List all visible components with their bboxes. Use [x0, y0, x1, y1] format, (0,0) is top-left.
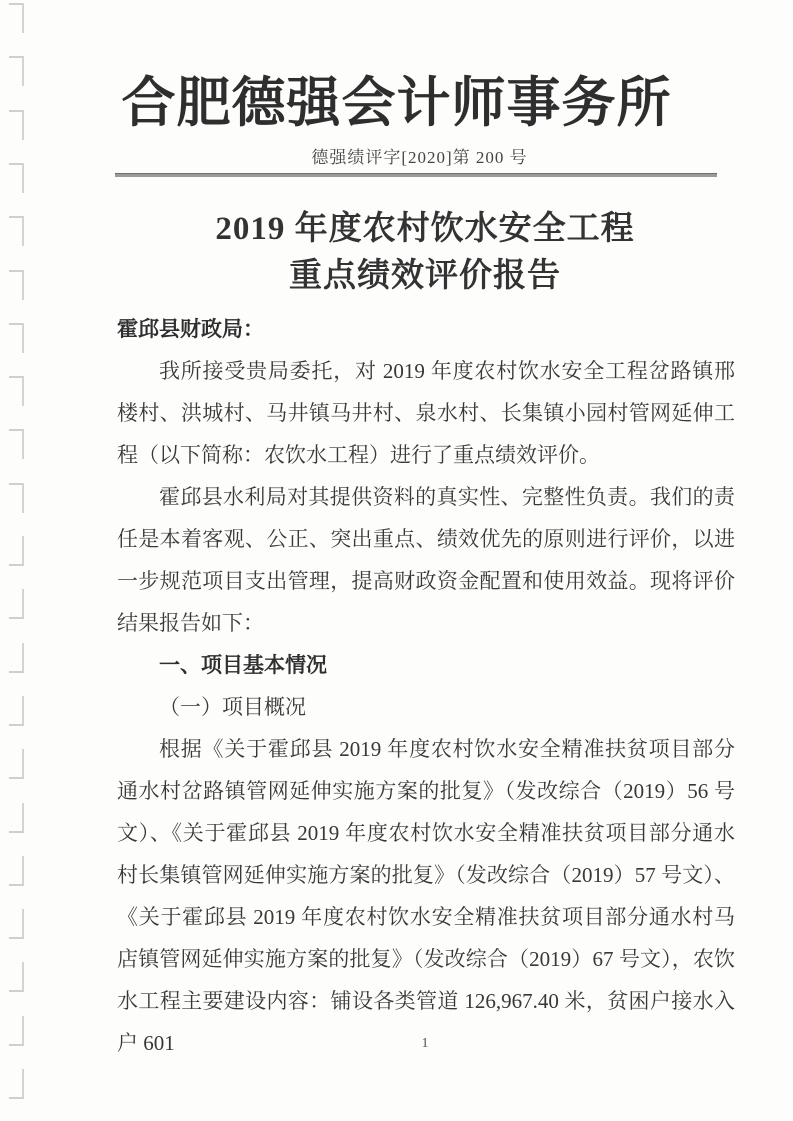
binding-hole-marks — [0, 0, 40, 1121]
letterhead-rule — [115, 173, 717, 177]
binding-hole-mark — [9, 56, 24, 86]
binding-hole-mark — [9, 270, 24, 300]
binding-hole-mark — [9, 1069, 24, 1099]
salutation: 霍邱县财政局： — [117, 317, 264, 341]
binding-hole-mark — [9, 909, 24, 939]
document-reference-number: 德强绩评字[2020]第 200 号 — [311, 148, 528, 167]
binding-hole-mark — [9, 749, 24, 779]
report-title — [117, 206, 733, 300]
binding-hole-mark — [9, 643, 24, 673]
report-title-line2: 重点绩效评价报告 — [289, 258, 561, 294]
subsection-heading: （一）项目概况 — [159, 695, 306, 719]
section-heading: 一、项目基本情况 — [159, 653, 327, 677]
binding-hole-mark — [9, 3, 24, 33]
binding-hole-mark — [9, 429, 24, 459]
binding-hole-mark — [9, 962, 24, 992]
binding-hole-mark — [9, 163, 24, 193]
body-paragraph: 我所接受贵局委托，对 2019 年度农村饮水安全工程岔路镇邢楼村、洪城村、马井镇马井村、泉水村、长集镇小园村管网延伸工程（以下简称：农饮水工程）进行了重点绩效评价。 — [117, 359, 735, 467]
document-body — [117, 308, 735, 1064]
binding-hole-mark — [9, 696, 24, 726]
binding-hole-mark — [9, 376, 24, 406]
body-paragraph: 根据《关于霍邱县 2019 年度农村饮水安全精准扶贫项目部分通水村岔路镇管网延伸实施方案的批复》（发改综合（2019）56 号文）、《关于霍邱县 2019 年度农村饮水安全精准扶贫项目部分通水村长集镇管网延伸实施方案的批复》（发改综合（2019）57 号文）、《关于霍邱县 2019 年度农村饮水安全精准扶贫项目部分通水村马店镇管网延伸实施方案的批复》（发改综合（2019）67 号文），农饮水工程主要建设内容：铺设各类管道 126,967.40 米，贫困户接水入户 601 — [117, 737, 735, 1055]
page-number: 1 — [421, 1036, 429, 1051]
binding-hole-mark — [9, 216, 24, 246]
binding-hole-mark — [9, 110, 24, 140]
report-title-line1: 2019 年度农村饮水安全工程 — [215, 211, 635, 247]
body-paragraph: 霍邱县水利局对其提供资料的真实性、完整性负责。我们的责任是本着客观、公正、突出重点、绩效优先的原则进行评价，以进一步规范项目支出管理，提高财政资金配置和使用效益。现将评价结果报告如下： — [117, 485, 735, 635]
binding-hole-mark — [9, 323, 24, 353]
binding-hole-mark — [9, 856, 24, 886]
binding-hole-mark — [9, 589, 24, 619]
binding-hole-mark — [9, 483, 24, 513]
binding-hole-mark — [9, 803, 24, 833]
letterhead-firm-name: 合肥德强会计师事务所 — [121, 73, 672, 133]
binding-hole-mark — [9, 536, 24, 566]
